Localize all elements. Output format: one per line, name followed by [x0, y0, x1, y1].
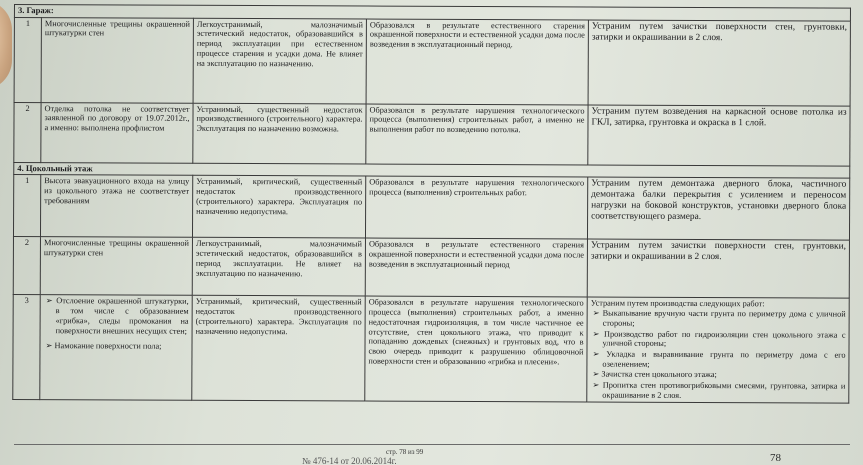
cause-cell: Образовался в результате нарушения технологического процесса (выполнения) строительных работ, а именно не выполнения работ по возведению потолка. [366, 104, 588, 165]
row-number: 2 [13, 237, 40, 295]
table-row [14, 102, 850, 166]
page-counter: стр. 78 из 99 [386, 448, 424, 456]
defect-item-text: Отслоение окрашенной штукатурки, в том числе с образованием «грибка», следы промокания на поверхности внешних несущих стен; [55, 296, 189, 336]
defects-table [12, 4, 851, 404]
table-row [14, 17, 850, 106]
footer-divider [14, 444, 850, 445]
remedy-item-text: Укладка и выравнивание грунта по периметру дома с его озеленением; [602, 349, 846, 369]
row-number: 1 [13, 175, 40, 237]
defect-cell: Многочисленные трещины окрашенной штукатурки стен [40, 237, 192, 296]
order-reference: № 476-14 от 20.06.2014г. [302, 456, 397, 465]
defect-item-text: Намокание поверхности пола; [54, 341, 162, 351]
remedy-list-item: ➢ Пропитка стен противогрибковыми смесями, грунтовка, затирка и окрашивание в 2 слоя. [592, 380, 846, 400]
remedy-item-text: Пропитка стен противогрибковыми смесями, грунтовка, затирка и окрашивание в 2 слоя. [602, 380, 846, 400]
defect-cell: Отделка потолка не соответствует заявленной по договору от 19.07.2012г., а именно: выполнена профлистом [41, 102, 193, 163]
remedy-item-text: Выкапывание вручную части грунта по периметру дома с уличной стороны; [602, 308, 846, 328]
row-number: 2 [14, 102, 41, 162]
category-cell: Устранимый, критический, существенный недостаток производственного (строительного) характера. Эксплуатация по назначению недопустима. [192, 176, 365, 239]
finger-shadow [0, 0, 12, 90]
category-cell: Устранимый, существенный недостаток производственного (строительного) характера. Эксплуатация по назначению возможна. [193, 103, 366, 164]
row-number: 3 [13, 295, 40, 400]
category-cell: Легкоустранимый, малозначимый эстетический недостаток, образовавшийся в период эксплуатации при естественном процессе старения и усадки дома. Не влияет на эксплуатацию по назначению. [193, 18, 366, 104]
section-title: 3. Гараж: [14, 5, 850, 21]
defect-list-item: ➢ Намокание поверхности пола; [45, 341, 162, 351]
remedy-cell: Устраним путем возведения на каркасной основе потолка из ГКЛ, затирка, грунтовка и окраска в 1 слой. [588, 105, 850, 166]
cause-cell: Образовался в результате нарушения технологического процесса (выполнения) строительных работ. [365, 176, 587, 239]
remedy-item-text: Зачистка стен цокольного этажа; [601, 369, 717, 380]
remedy-list-item: ➢ Укладка и выравнивание грунта по периметру дома с его озеленением; [592, 349, 846, 369]
row-number: 1 [14, 17, 41, 102]
page-number: 78 [770, 452, 781, 464]
remedy-list-item: ➢ Выкапывание вручную части грунта по периметру дома с уличной стороны; [592, 308, 846, 328]
section-title: 4. Цокольный этаж [14, 162, 850, 178]
table-row [13, 295, 849, 404]
remedy-item-text: Производство работ по гидроизоляции стен цокольного этажа с уличной стороны; [602, 329, 846, 349]
remedy-cell: Устраним путем зачистки поверхности стен, грунтовки, затирки и окрашивании в 2 слоя. [588, 20, 850, 106]
remedy-list-item: ➢ Зачистка стен цокольного этажа; [592, 369, 717, 380]
remedy-cell [587, 297, 850, 403]
defect-cell: Высота эвакуационного входа на улицу из цокольного этажа не соответствует требованиям [40, 175, 192, 238]
remedy-list-item: ➢ Производство работ по гидроизоляции стен цокольного этажа с уличной стороны; [592, 329, 846, 349]
remedy-intro: Устраним путем производства следующих работ: [590, 298, 765, 309]
defect-cell [40, 295, 192, 401]
remedy-cell: Устраним путем демонтажа дверного блока, частичного демонтажа балки перекрытия с усилением и переносом нагрузки на боковой конструктов, установки дверного блока соответствующего размера. [587, 177, 849, 240]
cause-cell: Образовался в результате естественного старения окрашенной поверхности и естественной усадки дома после возведения в эксплуатационный период [365, 238, 587, 297]
defect-list-item: ➢ Отслоение окрашенной штукатурки, в том числе с образованием «грибка», следы промокания на поверхности внешних несущих стен; [45, 296, 189, 336]
category-cell: Легкоустранимый, малозначимый эстетический недостаток, образовавшийся в период эксплуатации. Не влияет на эксплуатацию по назначению. [192, 238, 365, 297]
cause-cell: Образовался в результате нарушения технологического процесса (выполнения) строительных работ, а именно недостаточная гидроизоляция, в том числе частичное ее отсутствие, стен цокольного этажа, что приводит к попаданию дождевых (снежных) и грунтовых вод, что в свою очередь приводит к разрушению облицовочной поверхности стен и образованию «грибка и плесени». [365, 296, 587, 402]
table-row [13, 175, 849, 241]
category-cell: Устранимый, критический, существенный недостаток производственного (строительного) характера. Эксплуатация по назначению недопустима. [192, 296, 365, 402]
cause-cell: Образовался в результате естественного старения окрашенной поверхности и естественной усадки дома после возведения в эксплуатационный период. [366, 19, 588, 105]
table-row [13, 237, 849, 299]
remedy-cell: Устраним путем зачистки поверхности стен, грунтовки, затирки и окрашивании в 2 слоя. [587, 239, 849, 298]
defect-cell: Многочисленные трещины окрашенной штукатурки стен [41, 17, 193, 103]
